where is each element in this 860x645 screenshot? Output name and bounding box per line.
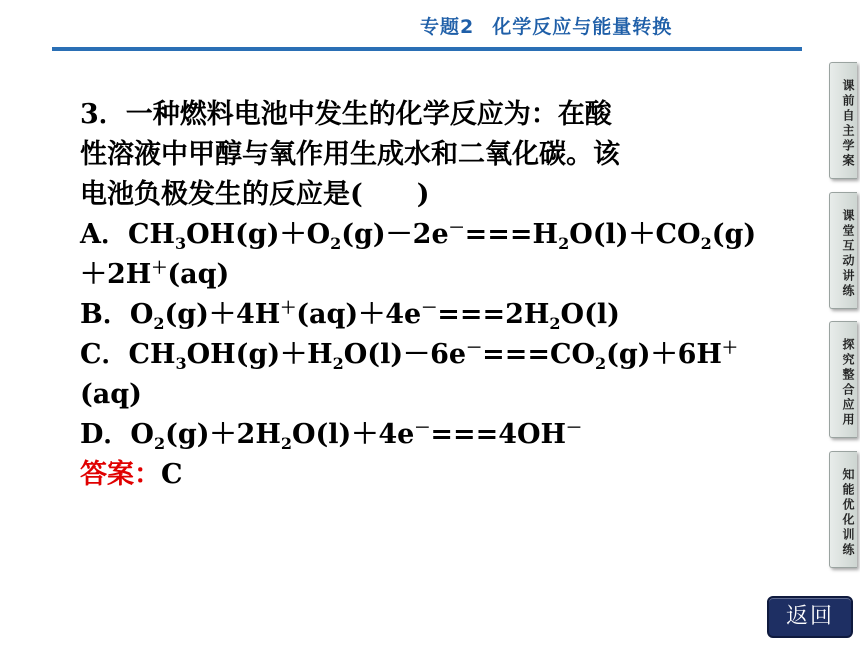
header-divider — [52, 47, 802, 51]
question-block — [80, 95, 780, 495]
answer-line — [80, 455, 780, 495]
option-d: D．$O_2(g)+2H_2O(l)+4e^-===4OH^-$ — [80, 418, 583, 453]
chapter-topic: 专题2 — [420, 16, 475, 38]
question-stem-line-3: 电池负极发生的反应是( ) — [80, 179, 430, 210]
sidebar-item-in-class[interactable]: 课堂互动讲练 — [829, 192, 857, 309]
question-stem-line-2: 性溶液中甲醇与氧作用生成水和二氧化碳。该 — [80, 139, 620, 170]
option-c-continued: (aq) — [80, 379, 142, 410]
question-stem-line-1: 3．一种燃料电池中发生的化学反应为：在酸 — [80, 99, 612, 130]
chapter-header — [420, 12, 672, 39]
sidebar-item-integration[interactable]: 探究整合应用 — [829, 321, 857, 438]
option-b: B．$O_2(g)+4H^+(aq)+4e^-===2H_2O(l)$ — [80, 298, 620, 333]
return-button[interactable]: 返回 — [767, 596, 853, 638]
answer-value: C — [161, 459, 183, 490]
option-a: A．$CH_3OH(g)+O_2(g)-2e^-===H_2O(l)+CO_2(g)$ — [80, 218, 757, 253]
option-a-continued: ＋2H＋(aq) — [80, 258, 230, 290]
sidebar-item-pre-class[interactable]: 课前自主学案 — [829, 62, 857, 179]
option-c: C．$CH_3OH(g)+H_2O(l)-6e^-===CO_2(g)+6H^+$ — [80, 338, 738, 373]
sidebar-item-training[interactable]: 知能优化训练 — [829, 451, 857, 568]
chapter-title: 化学反应与能量转换 — [492, 16, 673, 38]
answer-label: 答案： — [80, 459, 161, 490]
